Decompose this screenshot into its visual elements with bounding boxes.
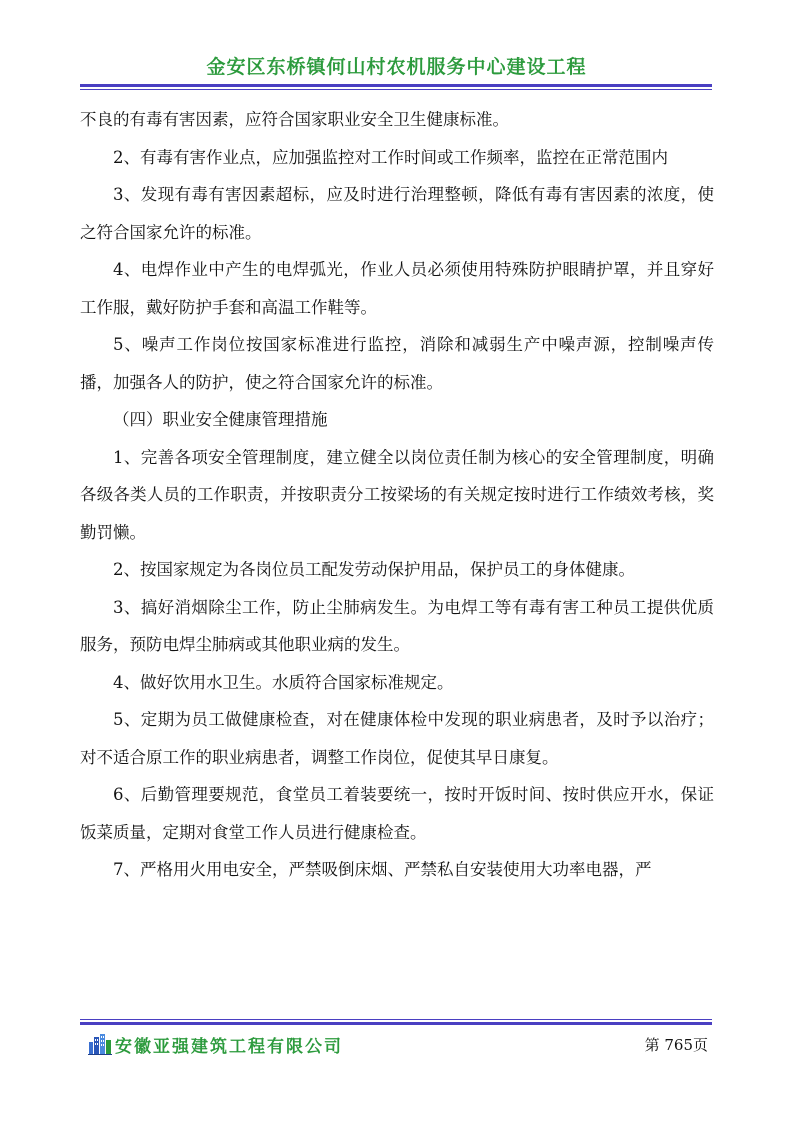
paragraph: 6、后勤管理要规范，食堂员工着装要统一，按时开饭时间、按时供应开水，保证饭菜质量，定期对食堂工作人员进行健康检查。 xyxy=(80,785,714,842)
building-logo-icon xyxy=(88,1033,112,1055)
header-rule-thick xyxy=(80,84,712,87)
header-rule-thin xyxy=(80,89,712,90)
paragraph: 1、完善各项安全管理制度，建立健全以岗位责任制为核心的安全管理制度，明确各级各类人员的工作职责，并按职责分工按梁场的有关规定按时进行工作绩效考核，奖勤罚懒。 xyxy=(80,447,714,542)
paragraph: 3、搞好消烟除尘工作，防止尘肺病发生。为电焊工等有毒有害工种员工提供优质服务，预防电焊尘肺病或其他职业病的发生。 xyxy=(80,597,714,654)
paragraph: 5、噪声工作岗位按国家标准进行监控，消除和减弱生产中噪声源，控制噪声传播，加强各人的防护，使之符合国家允许的标准。 xyxy=(80,335,714,392)
paragraph: 5、定期为员工做健康检查，对在健康体检中发现的职业病患者，及时予以治疗；对不适合原工作的职业病患者，调整工作岗位，促使其早日康复。 xyxy=(80,710,714,767)
paragraph: 7、严格用火用电安全，严禁吸倒床烟、严禁私自安装使用大功率电器，严 xyxy=(113,860,652,879)
paragraph: 4、做好饮用水卫生。水质符合国家标准规定。 xyxy=(113,672,454,692)
page-footer xyxy=(88,1030,714,1058)
paragraph: 2、按国家规定为各岗位员工配发劳动保护用品，保护员工的身体健康。 xyxy=(113,560,635,579)
section-heading: （四）职业安全健康管理措施 xyxy=(113,410,328,429)
page-number: 第 765页 xyxy=(644,1036,708,1054)
paragraph: 不良的有毒有害因素，应符合国家职业安全卫生健康标准。 xyxy=(80,110,509,129)
footer-rule-thin xyxy=(80,1019,712,1020)
paragraph: 2、有毒有害作业点，应加强监控对工作时间或工作频率，监控在正常范围内 xyxy=(113,147,668,167)
page-header-title: 金安区东桥镇何山村农机服务中心建设工程 xyxy=(206,56,587,78)
paragraph: 4、电焊作业中产生的电焊弧光，作业人员必须使用特殊防护眼睛护罩，并且穿好工作服，戴好防护手套和高温工作鞋等。 xyxy=(80,260,714,317)
paragraph: 3、发现有毒有害因素超标，应及时进行治理整顿，降低有毒有害因素的浓度，使之符合国家允许的标准。 xyxy=(80,185,714,242)
footer-company-name: 安徽亚强建筑工程有限公司 xyxy=(115,1037,343,1057)
footer-rule-thick xyxy=(80,1022,712,1025)
document-body xyxy=(80,101,714,889)
